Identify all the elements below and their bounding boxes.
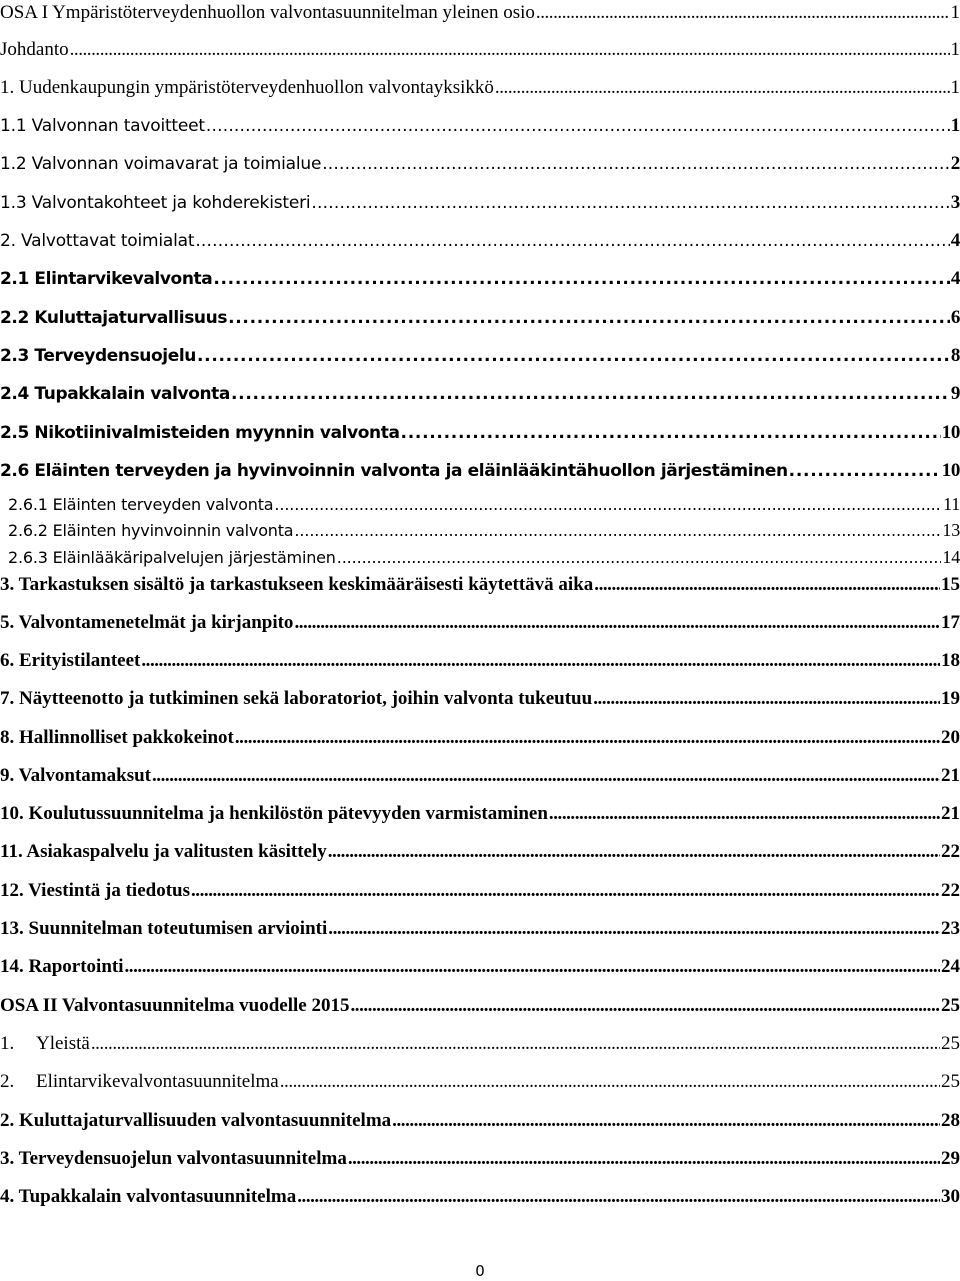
toc-entry-number: 2. [0,1071,15,1092]
toc-entry[interactable] [0,1110,960,1132]
toc-leader-dots [213,269,950,289]
toc-page-number: 29 [941,1148,960,1169]
toc-leader-dots [294,521,941,540]
toc-entry-title: 1.1 Valvonnan tavoitteet [0,116,205,136]
toc-entry[interactable] [0,422,960,444]
toc-leader-dots [593,688,940,710]
toc-entry-title [0,1033,90,1055]
toc-entry[interactable] [0,574,960,596]
toc-entry[interactable] [0,880,960,902]
toc-leader-dots [350,995,940,1017]
toc-entry-title: 2.1 Elintarvikevalvonta [0,269,213,289]
toc-leader-dots [91,1033,940,1055]
toc-page-number: 1 [950,39,960,60]
toc-leader-dots [231,384,950,404]
toc-page-number: 4 [950,230,960,251]
toc-page-number: 17 [941,612,960,633]
toc-entry[interactable] [0,345,960,367]
toc-page-number: 11 [943,494,960,514]
toc-page-number: 21 [941,803,960,824]
toc-entry[interactable] [0,995,960,1017]
toc-entry[interactable] [0,2,960,24]
toc-entry-title: 1. Uudenkaupungin ympäristöterveydenhuollon valvontayksikkö [0,77,494,98]
toc-leader-dots [536,2,950,24]
toc-entry[interactable] [0,1033,960,1055]
toc-entry[interactable] [0,192,960,214]
toc-entry-title: 10. Koulutussuunnitelma ja henkilöstön pätevyyden varmistaminen [0,803,548,824]
toc-entry-title: 4. Tupakkalain valvontasuunnitelma [0,1186,297,1207]
toc-entry-title: 8. Hallinnolliset pakkokeinot [0,727,234,748]
toc-entry-title: 14. Raportointi [0,956,124,977]
toc-page-number: 25 [941,995,960,1016]
toc-entry[interactable] [0,153,960,175]
toc-entry[interactable] [0,1148,960,1170]
toc-leader-dots [348,1148,940,1170]
toc-leader-dots [197,346,950,366]
toc-entry-title: 1.3 Valvontakohteet ja kohderekisteri [0,193,311,213]
toc-leader-dots [789,461,941,481]
toc-page-number: 1 [950,77,960,98]
toc-entry-title: 2. Kuluttajaturvallisuuden valvontasuunnitelma [0,1110,392,1131]
toc-page-number: 28 [941,1110,960,1131]
toc-entry-title: 13. Suunnitelman toteutumisen arviointi [0,918,328,939]
toc-leader-dots [274,495,942,514]
toc-leader-dots [195,231,949,251]
toc-page-number: 1 [950,115,960,136]
toc-leader-dots [322,154,949,174]
toc-leader-dots [235,727,940,749]
toc-entry[interactable] [0,650,960,672]
toc-page-number: 25 [941,1033,960,1054]
toc-leader-dots [280,1071,940,1093]
toc-entry-title: 3. Terveydensuojelun valvontasuunnitelma [0,1148,347,1169]
toc-entry[interactable] [0,612,960,634]
toc-page-number: 22 [941,880,960,901]
toc-page-number: 24 [941,956,960,977]
toc-leader-dots [191,880,940,902]
toc-page-number: 23 [941,918,960,939]
toc-leader-dots [70,39,950,61]
toc-leader-dots [228,308,950,328]
toc-entry[interactable] [0,803,960,825]
toc-page-number: 3 [950,192,960,213]
toc-leader-dots [141,650,940,672]
toc-entry-title: 2.3 Terveydensuojelu [0,346,196,366]
toc-entry[interactable] [0,727,960,749]
toc-entry-label: Elintarvikevalvontasuunnitelma [36,1071,279,1092]
toc-leader-dots [311,193,949,213]
toc-entry-title: 1.2 Valvonnan voimavarat ja toimialue [0,154,322,174]
toc-entry[interactable] [8,494,960,515]
toc-page-number: 25 [941,1071,960,1092]
toc-leader-dots [392,1110,940,1132]
toc-leader-dots [294,612,940,634]
toc-page-number: 10 [941,422,960,443]
toc-entry-title: 2.6.1 Eläinten terveyden valvonta [8,495,274,514]
toc-entry-title: 11. Asiakaspalvelu ja valitusten käsittely [0,841,327,862]
toc-entry-title: 2.6.2 Eläinten hyvinvoinnin valvonta [8,521,294,540]
toc-entry[interactable] [0,460,960,482]
toc-entry[interactable] [0,956,960,978]
toc-entry[interactable] [0,268,960,290]
toc-page-number: 1 [950,2,960,23]
toc-leader-dots [401,423,941,443]
toc-page-number: 4 [950,268,960,289]
toc-entry-title: 5. Valvontamenetelmät ja kirjanpito [0,612,294,633]
toc-leader-dots [594,574,940,596]
toc-entry-title: 6. Erityistilanteet [0,650,141,671]
toc-page-number: 13 [942,520,960,540]
toc-entry-title: 2.2 Kuluttajaturvallisuus [0,308,228,328]
toc-page-number: 20 [941,727,960,748]
toc-leader-dots [549,803,940,825]
toc-leader-dots [328,918,940,940]
toc-entry-title: 12. Viestintä ja tiedotus [0,880,190,901]
toc-page-number: 10 [941,460,960,481]
toc-leader-dots [206,116,950,136]
toc-leader-dots [125,956,941,978]
toc-page-number: 22 [941,841,960,862]
toc-entry[interactable] [0,307,960,329]
toc-page-number: 21 [941,765,960,786]
toc-leader-dots [328,841,940,863]
toc-entry[interactable] [0,918,960,940]
toc-entry[interactable] [0,688,960,710]
toc-entry-number: 1. [0,1033,15,1054]
toc-entry[interactable] [0,77,960,99]
toc-leader-dots [337,548,942,567]
toc-entry-title: 2.6.3 Eläinlääkäripalvelujen järjestäminen [8,548,336,567]
toc-entry-label: Yleistä [36,1033,90,1054]
toc-page-number: 18 [941,650,960,671]
toc-entry[interactable] [8,520,960,541]
toc-entry-title: Johdanto [0,39,69,60]
toc-entry-title: 2. Valvottavat toimialat [0,231,195,251]
toc-page-number: 19 [941,688,960,709]
toc-entry[interactable] [0,115,960,137]
toc-entry[interactable] [0,230,960,252]
toc-page-number: 2 [950,153,960,174]
page-number: 0 [475,1262,485,1280]
toc-entry-title: 3. Tarkastuksen sisältö ja tarkastukseen keskimääräisesti käytettävä aika [0,574,594,595]
toc-page-number: 6 [950,307,960,328]
toc-entry[interactable] [8,547,960,568]
toc-page-number: 9 [950,383,960,404]
toc-entry[interactable] [0,765,960,787]
toc-entry-title [0,1071,279,1093]
toc-entry-title: OSA II Valvontasuunnitelma vuodelle 2015 [0,995,350,1016]
toc-entry[interactable] [0,841,960,863]
toc-leader-dots [152,765,940,787]
toc-leader-dots [495,77,950,99]
toc-entry-title: 9. Valvontamaksut [0,765,151,786]
toc-page-number: 30 [941,1186,960,1207]
toc-entry[interactable] [0,39,960,61]
toc-entry-title: 2.6 Eläinten terveyden ja hyvinvoinnin valvonta ja eläinlääkintähuollon järjestäminen [0,461,788,481]
toc-leader-dots [297,1186,940,1208]
toc-entry-title: 2.4 Tupakkalain valvonta [0,384,230,404]
toc-entry[interactable] [0,383,960,405]
toc-page-number: 15 [941,574,960,595]
toc-page-number: 8 [950,345,960,366]
toc-page-number: 14 [942,547,960,567]
toc-entry-title: 7. Näytteenotto ja tutkiminen sekä laboratoriot, joihin valvonta tukeutuu [0,688,593,709]
toc-entry-title: 2.5 Nikotiinivalmisteiden myynnin valvonta [0,423,400,443]
toc-entry[interactable] [0,1071,960,1093]
toc-entry-title: OSA I Ympäristöterveydenhuollon valvontasuunnitelman yleinen osio [0,2,535,23]
toc-entry[interactable] [0,1186,960,1208]
